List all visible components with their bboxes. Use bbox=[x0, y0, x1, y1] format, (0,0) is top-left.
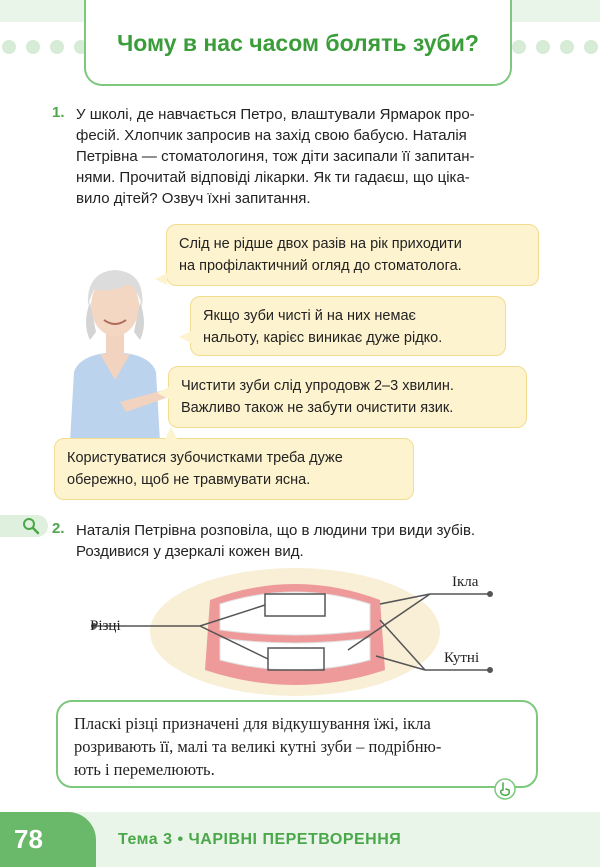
decor-dots-right bbox=[512, 40, 598, 56]
doctor-illustration bbox=[60, 262, 170, 442]
task-1-text bbox=[76, 104, 546, 209]
task-2-text bbox=[76, 520, 556, 562]
bubble-line: Користуватися зубочистками треба дуже bbox=[67, 450, 343, 466]
task-2-number: 2. bbox=[52, 520, 65, 537]
info-line: ють і перемелюють. bbox=[74, 760, 215, 779]
task-1-line: Петрівна — стоматологиня, тож діти засипали її запитан- bbox=[76, 148, 475, 165]
task-2-line: Наталія Петрівна розповіла, що в людини три види зубів. bbox=[76, 522, 476, 539]
speech-bubble-2 bbox=[190, 296, 506, 356]
speech-bubble-3 bbox=[168, 366, 527, 428]
bubble-line: Слід не рідше двох разів на рік приходити bbox=[179, 236, 462, 252]
label-molars: Кутні bbox=[444, 650, 480, 666]
info-line: Пласкі різці призначені для відкушування їжі, ікла bbox=[74, 714, 431, 733]
pointing-hand-icon bbox=[494, 778, 516, 800]
task-1-line: фесій. Хлопчик запросив на захід свою бабусю. Наталія bbox=[76, 127, 467, 144]
bubble-line: нальоту, карієс виникає дуже рідко. bbox=[203, 330, 443, 346]
label-canines: Ікла bbox=[452, 574, 479, 590]
bubble-line: Чистити зуби слід упродовж 2–3 хвилин. bbox=[181, 378, 454, 394]
bubble-line: на профілактичний огляд до стоматолога. bbox=[179, 258, 462, 274]
magnifier-tab bbox=[0, 515, 48, 537]
task-1-number: 1. bbox=[52, 104, 65, 121]
info-text bbox=[74, 712, 526, 781]
magnifier-icon bbox=[20, 515, 42, 537]
label-incisors: Різці bbox=[90, 618, 121, 634]
bubble-line: Якщо зуби чисті й на них немає bbox=[203, 308, 416, 324]
teeth-diagram bbox=[80, 560, 510, 710]
task-2-line: Роздивися у дзеркалі кожен вид. bbox=[76, 543, 304, 560]
bubble-line: обережно, щоб не травмувати ясна. bbox=[67, 472, 311, 488]
task-1-line: нями. Прочитай відповіді лікарки. Як ти гадаєш, що ціка- bbox=[76, 169, 470, 186]
info-line: розривають її, малі та великі кутні зуби – подрібню- bbox=[74, 737, 442, 756]
task-1-line: У школі, де навчається Петро, влаштували Ярмарок про- bbox=[76, 106, 475, 123]
task-1-line: вило дітей? Озвуч їхні запитання. bbox=[76, 190, 311, 207]
bubble-line: Важливо також не забути очистити язик. bbox=[181, 400, 454, 416]
page-title: Чому в нас часом болять зуби? bbox=[117, 30, 479, 56]
speech-bubble-1 bbox=[166, 224, 539, 286]
speech-bubble-4 bbox=[54, 438, 414, 500]
page-number: 78 bbox=[14, 824, 43, 854]
theme-title: Тема 3 • ЧАРІВНІ ПЕРЕТВОРЕННЯ bbox=[118, 831, 402, 848]
